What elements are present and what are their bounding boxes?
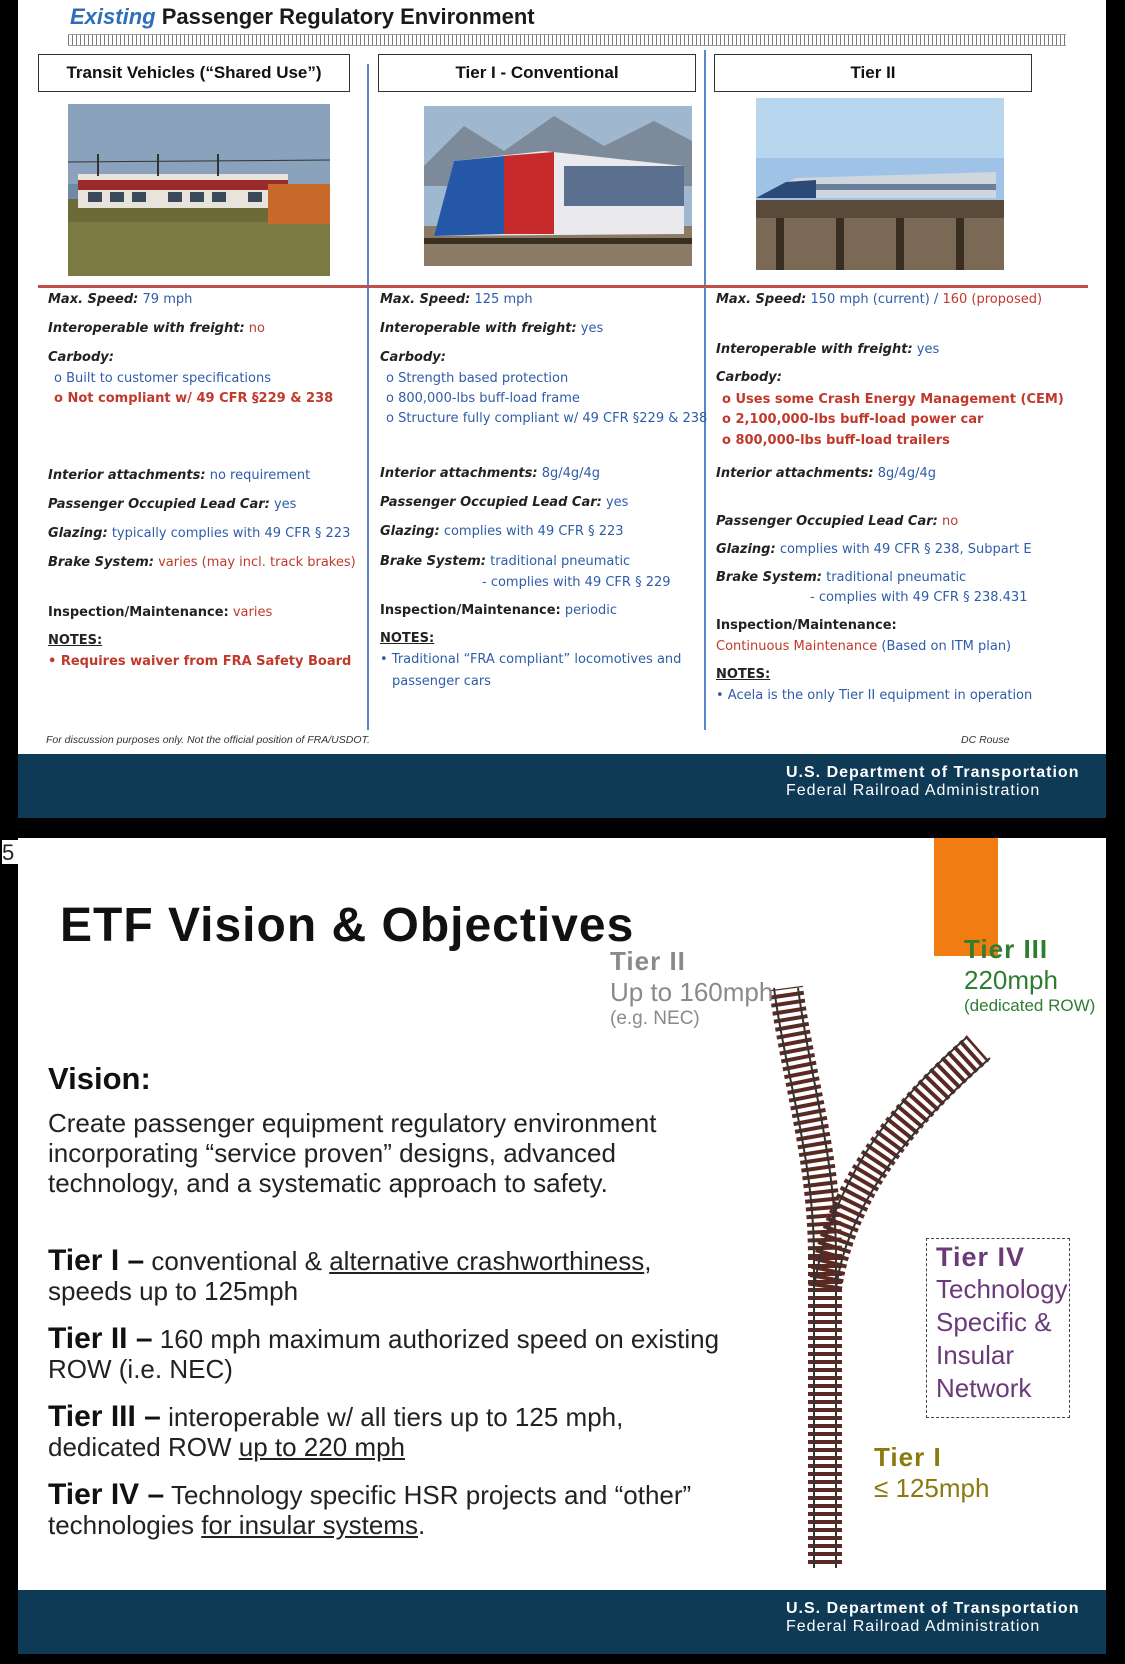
tier4-label: Tier IV Technology Specific & Insular Network xyxy=(936,1242,1068,1403)
column-header-transit: Transit Vehicles (“Shared Use”) xyxy=(38,54,350,92)
tier3-objective: Tier III – interoperable w/ all tiers up to 125 mph, dedicated ROW up to 220 mph xyxy=(48,1400,624,1462)
slide2-title: ETF Vision & Objectives xyxy=(60,899,635,952)
vision-heading: Vision: xyxy=(48,1061,151,1096)
column-divider xyxy=(704,50,706,730)
slide-etf-vision xyxy=(18,838,1106,1654)
tier2-label: Tier II Up to 160mph (e.g. NEC) xyxy=(610,946,774,1029)
disclaimer: For discussion purposes only. Not the official position of FRA/USDOT. xyxy=(46,734,370,746)
transit-specs: Max. Speed: 79 mph Interoperable with freight: no Carbody: o Built to customer specifications o Not compliant w/ 49 CFR §229 & 238 Interior attachments: no requirement Passenger Occupied Lead Car: yes Glazing: typically complies with 49 CFR § 223 Brake System: varies (may incl. track brakes) Inspection/Maintenance: varies NOTES: • Requires waiver from FRA Safety Board xyxy=(48,292,356,669)
tier1-label: Tier I ≤ 125mph xyxy=(874,1442,990,1503)
track-tier2 xyxy=(774,988,836,1258)
page-number: 5 xyxy=(2,840,15,865)
author: DC Rouse xyxy=(961,734,1010,746)
column-header-tier2: Tier II xyxy=(714,54,1032,92)
tier2-objective: Tier II – 160 mph maximum authorized speed on existing ROW (i.e. NEC) xyxy=(48,1322,720,1384)
dot-logo-text: U.S. Department of Transportation Federal Railroad Administration xyxy=(786,764,1080,799)
dot-logo-text: U.S. Department of Transportation Federal Railroad Administration xyxy=(786,1600,1080,1635)
vision-text: Create passenger equipment regulatory environment incorporating “service proven” designs, advanced technology, and a systematic approach to safety. xyxy=(48,1108,657,1198)
light-rail-photo xyxy=(68,104,330,276)
title-rule xyxy=(68,34,1066,46)
section-divider xyxy=(38,285,1088,288)
acela-photo xyxy=(756,98,1004,270)
footer-band xyxy=(18,754,1106,818)
tier2-specs: Max. Speed: 150 mph (current) / 160 (proposed) Interoperable with freight: yes Carbody: o Uses some Crash Energy Management (CEM) o 2,100,000-lbs buff-load power car o 800,000-lbs buff-load trailers Interior attachments: 8g/4g/4g Passenger Occupied Lead Car: no Glazing: complies with 49 CFR § 238, Subpart E Brake System: traditional pneumatic - complies with 49 CFR § 238.431 Inspection/Maintenance: Continuous Maintenance (Based on ITM plan) NOTES: • Acela is the only Tier II equipment in operation xyxy=(716,292,1064,703)
tier1-specs: Max. Speed: 125 mph Interoperable with freight: yes Carbody: o Strength based protection o 800,000-lbs buff-load frame o Structure fully compliant w/ 49 CFR §229 & 238 Interior attachments: 8g/4g/4g Passenger Occupied Lead Car: yes Glazing: complies with 49 CFR § 223 Brake System: traditional pneumatic - complies with 49 CFR § 229 Inspection/Maintenance: periodic NOTES: • Traditional “FRA compliant” locomotives and passenger cars xyxy=(380,292,708,689)
footer-band xyxy=(18,1590,1106,1654)
slide1-title: Existing Passenger Regulatory Environment xyxy=(70,4,535,29)
tier1-objective: Tier I – conventional & alternative crashworthiness, speeds up to 125mph xyxy=(48,1244,652,1306)
tier4-objective: Tier IV – Technology specific HSR projects and “other” technologies for insular systems. xyxy=(48,1478,692,1540)
column-header-tier1: Tier I - Conventional xyxy=(378,54,696,92)
frontrunner-photo xyxy=(424,106,692,266)
tier3-label: Tier III 220mph (dedicated ROW) xyxy=(964,934,1096,1015)
slide-existing-environment xyxy=(18,0,1106,818)
